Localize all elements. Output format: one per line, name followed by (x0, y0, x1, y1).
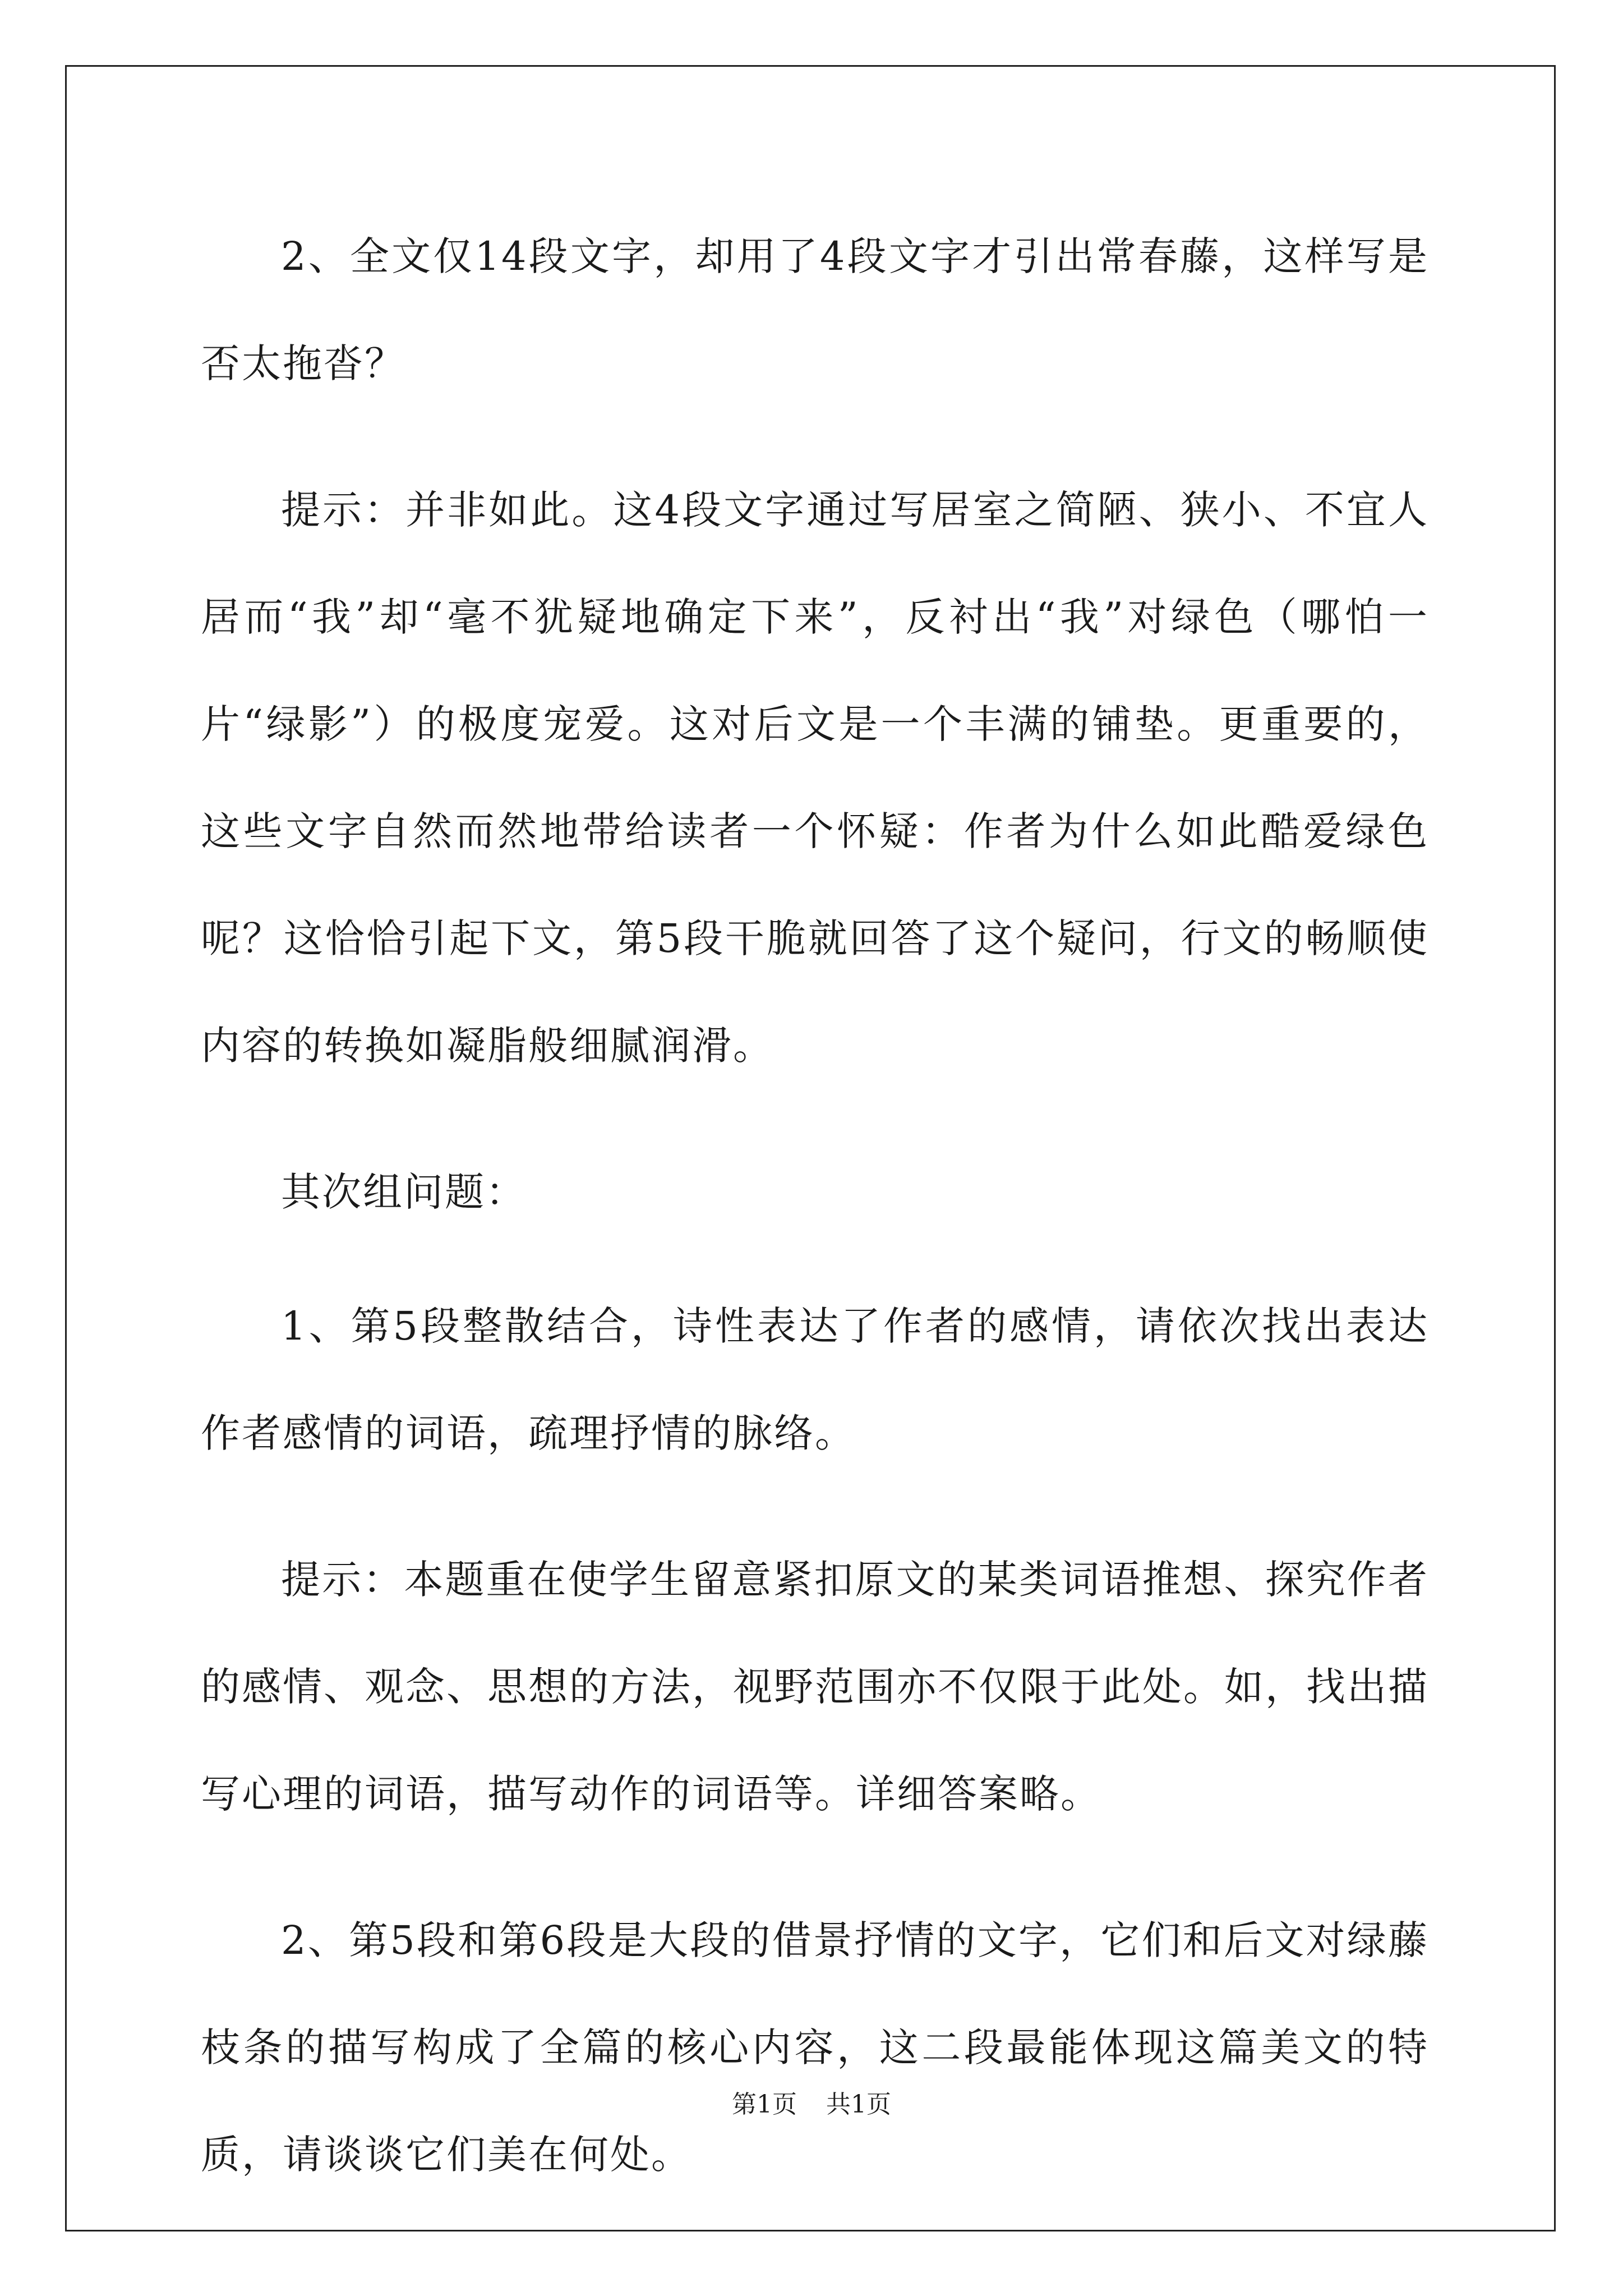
page-number: 第1页 (732, 2090, 797, 2119)
section-heading: 其次组问题： (281, 1169, 527, 1215)
paragraph-question-2b: 2、第5段和第6段是大段的借景抒情的文字，它们和后文对绿藤枝条的描写构成了全篇的核心内容，这二段最能体现这篇美文的特质，请谈谈它们美在何处。 (201, 1917, 1429, 2178)
page-footer (0, 2088, 1623, 2122)
page-total: 共1页 (826, 2090, 891, 2119)
paragraph-question-2: 2、全文仅14段文字，却用了4段文字才引出常春藤，这样写是否太拖沓？ (201, 233, 1429, 386)
paragraph-question-1: 1、第5段整散结合，诗性表达了作者的感情，请依次找出表达作者感情的词语，疏理抒情的脉络。 (201, 1303, 1429, 1456)
paragraph-hint-2: 提示：本题重在使学生留意紧扣原文的某类词语推想、探究作者的感情、观念、思想的方法，视野范围亦不仅限于此处。如，找出描写心理的词语，描写动作的词语等。详细答案略。 (201, 1557, 1429, 1817)
paragraph-hint-1: 提示：并非如此。这4段文字通过写居室之简陋、狭小、不宜人居而“我”却“毫不犹疑地确定下来”，反衬出“我”对绿色（哪怕一片“绿影”）的极度宠爱。这对后文是一个丰满的铺垫。更重要的，这些文字自然而然地带给读者一个怀疑：作者为什么如此酷爱绿色呢？这恰恰引起下文，第5段干脆就回答了这个疑问，行文的畅顺使内容的转换如凝脂般细腻润滑。 (201, 487, 1429, 1069)
document-body (201, 203, 1429, 2248)
